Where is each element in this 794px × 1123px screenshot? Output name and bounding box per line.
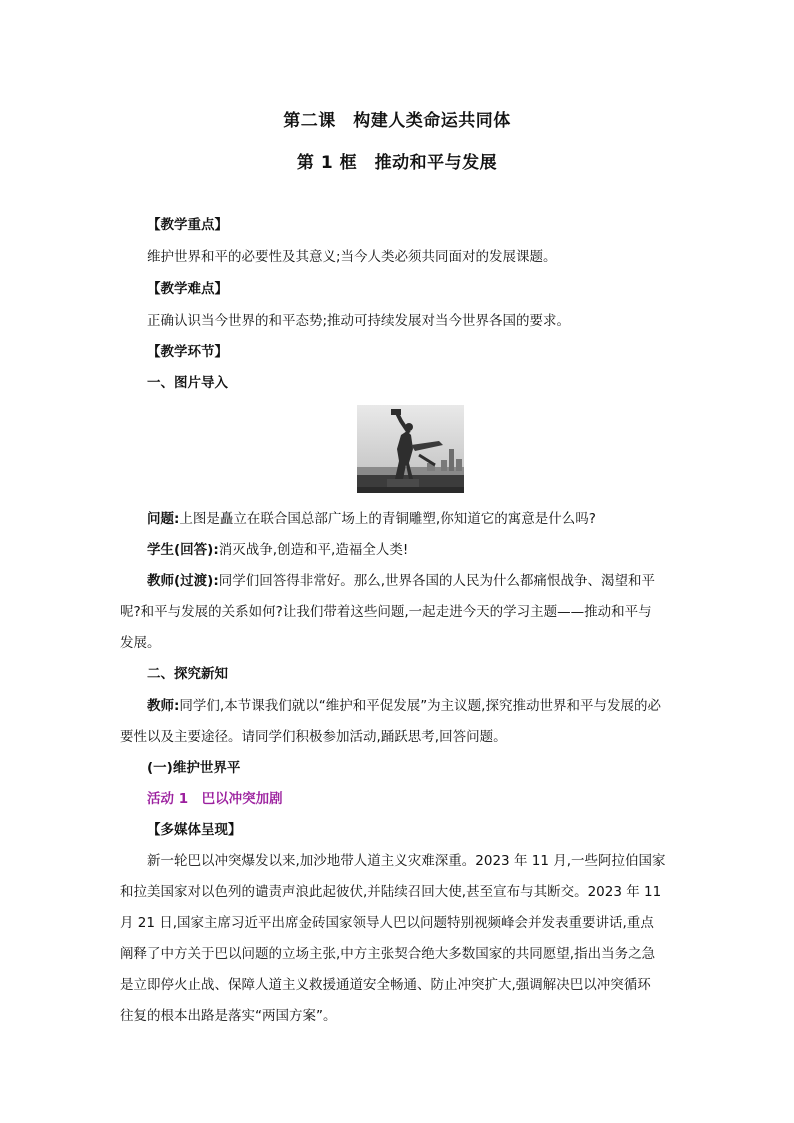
lesson-title: 第二课 构建人类命运共同体 — [283, 111, 511, 131]
media-line: 阐释了中方关于巴以问题的立场主张,中方主张契合绝大多数国家的共同愿望,指出当务之急 — [120, 946, 656, 962]
steps-heading: 【教学环节】 — [147, 344, 228, 360]
teacher-label: 教师: — [147, 698, 180, 714]
media-line: 和拉美国家对以色列的谴责声浪此起彼伏,并陆续召回大使,甚至宣布与其断交。2023 年 11 — [120, 884, 662, 900]
media-heading: 【多媒体呈现】 — [147, 822, 242, 838]
focus-heading: 【教学重点】 — [147, 217, 228, 233]
teacher-transition-text-1: 同学们回答得非常好。那么,世界各国的人民为什么都痛恨战争、渴望和平 — [218, 573, 656, 589]
teacher-transition-line-3: 发展。 — [120, 635, 161, 651]
media-line: 往复的根本出路是落实“两国方案”。 — [120, 1008, 337, 1024]
question-line — [147, 509, 687, 529]
section-one-heading: 一、图片导入 — [147, 375, 228, 391]
question-label: 问题: — [147, 511, 180, 527]
question-text: 上图是矗立在联合国总部广场上的青铜雕塑,你知道它的寓意是什么吗? — [179, 511, 596, 527]
teacher-intro-text-1: 同学们,本节课我们就以“维护和平促发展”为主议题,探究推动世界和平与发展的必 — [179, 698, 661, 714]
media-line: 是立即停火止战、保障人道主义救援通道安全畅通、防止冲突扩大,强调解决巴以冲突循环 — [120, 977, 651, 993]
focus-text: 维护世界和平的必要性及其意义;当今人类必须共同面对的发展课题。 — [147, 249, 557, 265]
subsection-heading: (一)维护世界平 — [147, 760, 241, 776]
media-line: 新一轮巴以冲突爆发以来,加沙地带人道主义灾难深重。2023 年 11 月,一些阿拉伯国家 — [147, 853, 666, 869]
teacher-transition-line-1 — [147, 571, 687, 591]
media-line: 月 21 日,国家主席习近平出席金砖国家领导人巴以问题特别视频峰会并发表重要讲话,重点 — [120, 915, 654, 931]
teacher-transition-line-2: 呢?和平与发展的关系如何?让我们带着这些问题,一起走进今天的学习主题——推动和平与 — [120, 604, 652, 620]
teacher-intro-line-2: 要性以及主要途径。请同学们积极参加活动,踊跃思考,回答问题。 — [120, 729, 507, 745]
activity-heading: 活动 1 巴以冲突加剧 — [147, 791, 283, 807]
teacher-intro-line-1 — [147, 696, 687, 716]
student-answer-line — [147, 540, 687, 560]
section-title: 第 1 框 推动和平与发展 — [296, 153, 498, 173]
section-two-heading: 二、探究新知 — [147, 666, 228, 682]
teacher-transition-label: 教师(过渡): — [147, 573, 219, 589]
difficulty-text: 正确认识当今世界的和平态势;推动可持续发展对当今世界各国的要求。 — [147, 313, 571, 329]
sculpture-photo — [357, 405, 464, 493]
student-answer: 消灭战争,创造和平,造福全人类! — [218, 542, 409, 558]
student-label: 学生(回答): — [147, 542, 219, 558]
difficulty-heading: 【教学难点】 — [147, 281, 228, 297]
